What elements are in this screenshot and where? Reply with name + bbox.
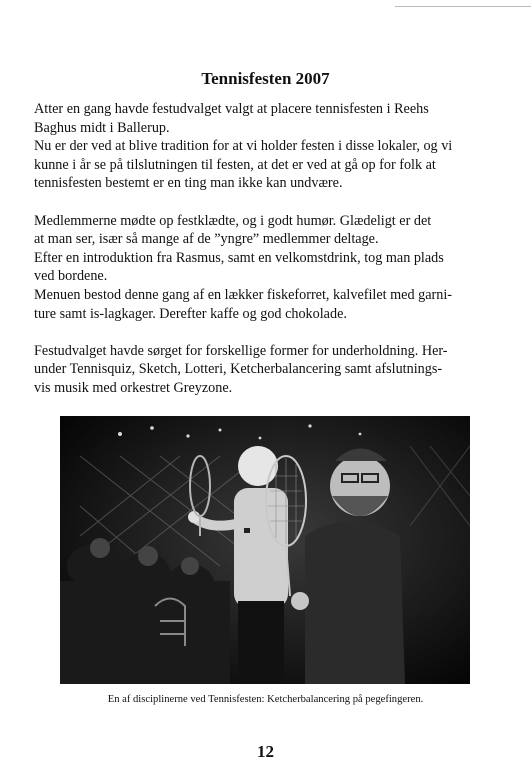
text-line: Nu er der ved at blive tradition for at vi holder festen i disse lokaler, og vi bbox=[34, 138, 453, 155]
page-number: 12 bbox=[257, 742, 274, 761]
text-line: Baghus midt i Ballerup. bbox=[34, 119, 170, 136]
text-line: Medlemmerne mødte op festklædte, og i godt humør. Glædeligt er det bbox=[34, 212, 432, 229]
text-line: under Tennisquiz, Sketch, Lotteri, Ketcherbalancering samt afslutnings- bbox=[34, 361, 443, 378]
text-line: Menuen bestod denne gang af en lækker fiskeforret, kalvefilet med garni- bbox=[34, 286, 452, 303]
text-line: at man ser, især så mange af de ”yngre” medlemmer deltage. bbox=[34, 231, 379, 248]
paragraph-2 bbox=[34, 212, 504, 324]
top-rule bbox=[395, 6, 531, 7]
page-title: Tennisfesten 2007 bbox=[201, 69, 330, 89]
text-line: vis musik med orkestret Greyzone. bbox=[34, 379, 233, 396]
text-line: kunne i år se på tilslutningen til festen, at det er ved at gå op for folk at bbox=[34, 156, 436, 173]
text-line: tennisfesten bestemt er en ting man ikke kan undvære. bbox=[34, 175, 343, 192]
text-line: Festudvalget havde sørget for forskellige former for underholdning. Her- bbox=[34, 342, 448, 359]
paragraph-1 bbox=[34, 100, 504, 193]
paragraph-3 bbox=[34, 342, 504, 398]
photo-illustration bbox=[60, 416, 470, 684]
text-line: Efter en introduktion fra Rasmus, samt en velkomstdrink, tog man plads bbox=[34, 249, 444, 266]
article-body bbox=[34, 100, 504, 416]
text-line: ved bordene. bbox=[34, 268, 108, 285]
text-line: ture samt is-lagkager. Derefter kaffe og god chokolade. bbox=[34, 305, 347, 322]
event-photo bbox=[60, 416, 470, 684]
text-line: Atter en gang havde festudvalget valgt at placere tennisfesten i Reehs bbox=[34, 101, 429, 117]
photo-caption: En af disciplinerne ved Tennisfesten: Ketcherbalancering på pegefingeren. bbox=[107, 694, 424, 705]
